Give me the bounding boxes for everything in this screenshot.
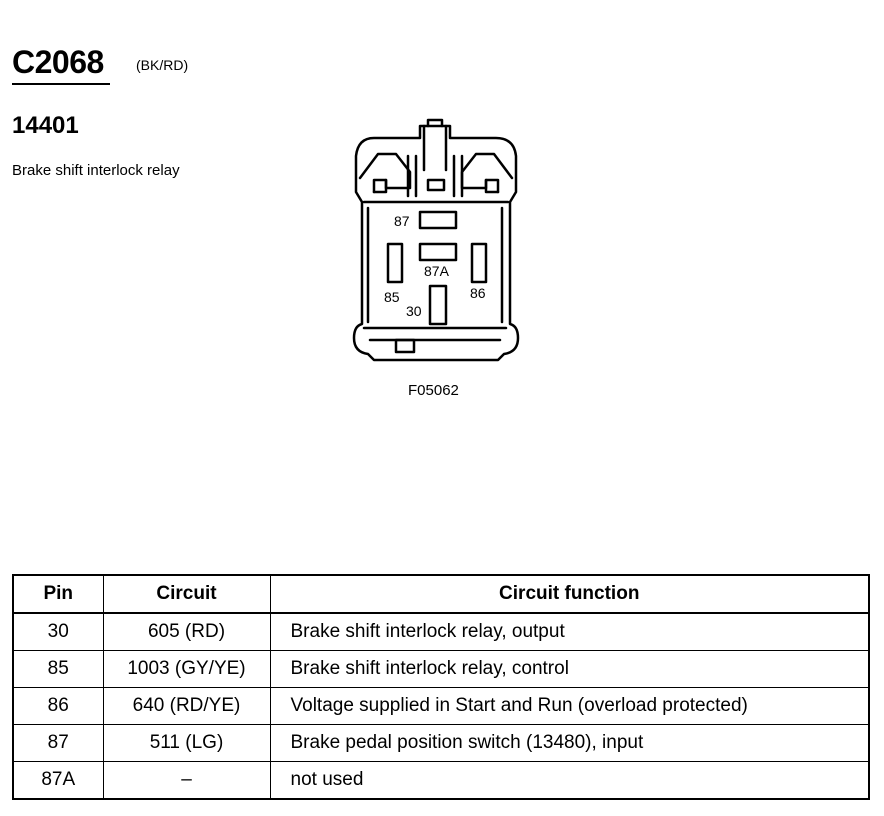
cavity-85 bbox=[388, 244, 402, 282]
table-row bbox=[13, 651, 869, 688]
table-row bbox=[13, 762, 869, 800]
connector-diagram bbox=[340, 118, 530, 370]
cell-circuit: – bbox=[103, 762, 270, 800]
header-circuit: Circuit bbox=[103, 575, 270, 613]
header-pin: Pin bbox=[13, 575, 103, 613]
connector-id: C2068 bbox=[12, 44, 104, 80]
cell-function: Brake shift interlock relay, output bbox=[270, 613, 869, 651]
cavity-30 bbox=[430, 286, 446, 324]
table-header-row bbox=[13, 575, 869, 613]
latch-tab bbox=[424, 120, 446, 170]
cavity-86 bbox=[472, 244, 486, 282]
cell-function: Voltage supplied in Start and Run (overload protected) bbox=[270, 688, 869, 725]
connector-color: (BK/RD) bbox=[136, 57, 189, 73]
pinout-table bbox=[12, 574, 870, 800]
cell-function: Brake shift interlock relay, control bbox=[270, 651, 869, 688]
part-number: 14401 bbox=[12, 112, 79, 139]
cell-function: not used bbox=[270, 762, 869, 800]
cell-pin: 85 bbox=[13, 651, 103, 688]
cavity-87a bbox=[420, 244, 456, 260]
bottom-key bbox=[396, 340, 414, 352]
table-row bbox=[13, 725, 869, 762]
cell-pin: 30 bbox=[13, 613, 103, 651]
cell-circuit: 1003 (GY/YE) bbox=[103, 651, 270, 688]
pin-label-85: 85 bbox=[384, 289, 400, 305]
bottom-shelf bbox=[364, 328, 506, 340]
cell-circuit: 605 (RD) bbox=[103, 613, 270, 651]
pin-label-30: 30 bbox=[406, 303, 422, 319]
cell-circuit: 511 (LG) bbox=[103, 725, 270, 762]
cell-pin: 87 bbox=[13, 725, 103, 762]
pin-label-87a: 87A bbox=[424, 263, 449, 279]
cell-function: Brake pedal position switch (13480), input bbox=[270, 725, 869, 762]
connector-id-underline bbox=[12, 83, 110, 85]
table-row bbox=[13, 688, 869, 725]
cell-pin: 87A bbox=[13, 762, 103, 800]
part-description: Brake shift interlock relay bbox=[12, 162, 180, 179]
cell-circuit: 640 (RD/YE) bbox=[103, 688, 270, 725]
pin-label-86: 86 bbox=[470, 285, 486, 301]
pin-label-87: 87 bbox=[394, 213, 410, 229]
figure-label: F05062 bbox=[408, 382, 459, 399]
header-circuit-function: Circuit function bbox=[270, 575, 869, 613]
cavity-87 bbox=[420, 212, 456, 228]
table-row bbox=[13, 613, 869, 651]
cell-pin: 86 bbox=[13, 688, 103, 725]
